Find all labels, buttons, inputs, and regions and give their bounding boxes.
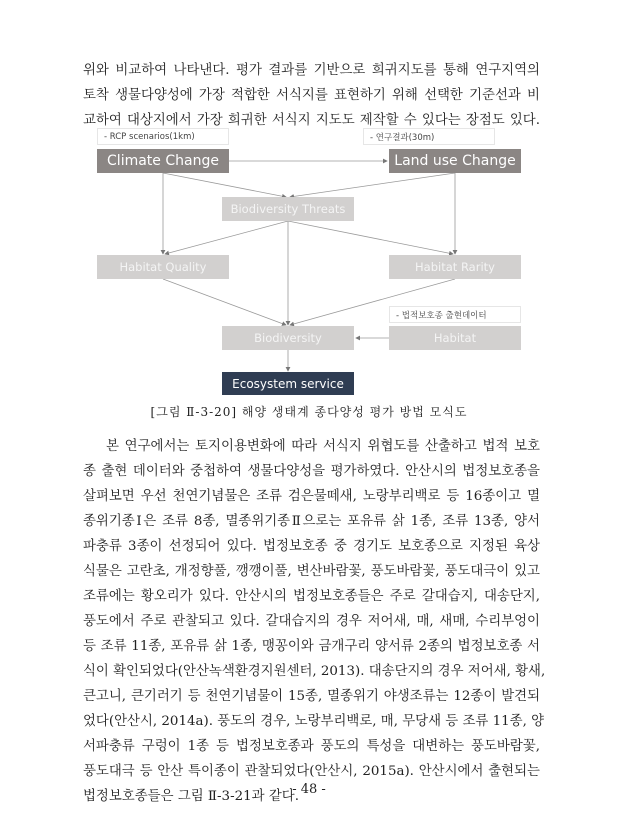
node-habitat-quality: Habitat Quality [97,255,229,279]
text-line: 풍도대극 등 안산 특이종이 관찰되었다(안산시, 2015a). 안산시에서 출현되는 [83,764,540,779]
arrow-quality-to-biodiversity [163,279,286,325]
text-line: 등 조류 11종, 포유류 삵 1종, 맹꽁이와 금개구리 양서류 2종의 법정보호종 서 [83,639,540,654]
text-line: 종위기종Ⅰ은 조류 8종, 멸종위기종Ⅱ으로는 포유류 삵 1종, 조류 13종, 양서 [83,514,540,529]
arrow-climate-to-threats [163,173,286,197]
text-line: 조류에는 황오리가 있다. 안산시의 법정보호종들은 주로 갈대습지, 대송단지, [83,589,540,604]
arrow-threats-to-rarity [288,221,453,254]
text-line: 종 출현 데이터와 중첩하여 생물다양성을 평가하였다. 안산시의 법정보호종을 [83,464,540,479]
node-biodiversity-threats: Biodiversity Threats [222,197,354,221]
tag-legal-species-data: - 법적보호종 출현데이터 [389,306,521,323]
node-biodiversity: Biodiversity [222,326,354,350]
text-line: 풍도에서 주로 관찰되고 있다. 갈대습지의 경우 저어새, 매, 새매, 수리부엉이 [83,614,540,629]
tag-rcp-scenarios: - RCP scenarios(1km) [97,128,229,145]
arrow-threats-to-quality [165,221,288,254]
node-habitat: Habitat [389,326,521,350]
text-line: 살펴보면 우선 천연기념물은 조류 검은물떼새, 노랑부리백로 등 16종이고 멸 [83,489,540,504]
node-habitat-rarity: Habitat Rarity [389,255,521,279]
node-ecosystem-service: Ecosystem service [222,372,354,395]
arrow-landuse-to-threats [290,173,455,197]
page-number: - 48 - [292,782,326,797]
tag-research-results: - 연구결과(30m) [363,128,495,145]
text-line: 법정보호종들은 그림 Ⅱ-3-21과 같다. [83,789,299,804]
text-line: 었다(안산시, 2014a). 풍도의 경우, 노랑부리백로, 매, 무당새 등 조류 11종, 양 [83,714,545,729]
text-line: 식물은 고란초, 개정향풀, 깽깽이풀, 변산바람꽃, 풍도바람꽃, 풍도대극이 있고 [83,564,540,579]
text-line: 식이 확인되었다(안산녹색환경지원센터, 2013). 대송단지의 경우 저어새, 황새, [83,664,546,679]
figure-caption: [그림 Ⅱ-3-20] 해양 생태계 종다양성 평가 방법 모식도 [150,405,468,419]
text-line: 교하여 대상지에서 가장 희귀한 서식지 지도도 제작할 수 있다는 장점도 있다. [83,113,540,128]
text-line: 본 연구에서는 토지이용변화에 따라 서식지 위협도를 산출하고 법적 보호 [83,439,540,454]
text-line: 파충류 3종이 선정되어 있다. 법정보호종 중 경기도 보호종으로 지정된 육상 [83,539,540,554]
node-land-use-change: Land use Change [389,149,521,173]
node-climate-change: Climate Change [97,149,229,173]
text-line: 토착 생물다양성에 가장 적합한 서식지를 표현하기 위해 선택한 기준선과 비 [83,88,540,103]
text-line: 위와 비교하여 나타낸다. 평가 결과를 기반으로 희귀지도를 통해 연구지역의 [83,63,540,78]
text-line: 서파충류 구렁이 1종 등 법정보호종과 풍도의 특성을 대변하는 풍도바람꽃, [83,739,540,754]
text-line: 큰고니, 큰기러기 등 천연기념물이 15종, 멸종위기 야생조류는 12종이 발견되 [83,689,540,704]
